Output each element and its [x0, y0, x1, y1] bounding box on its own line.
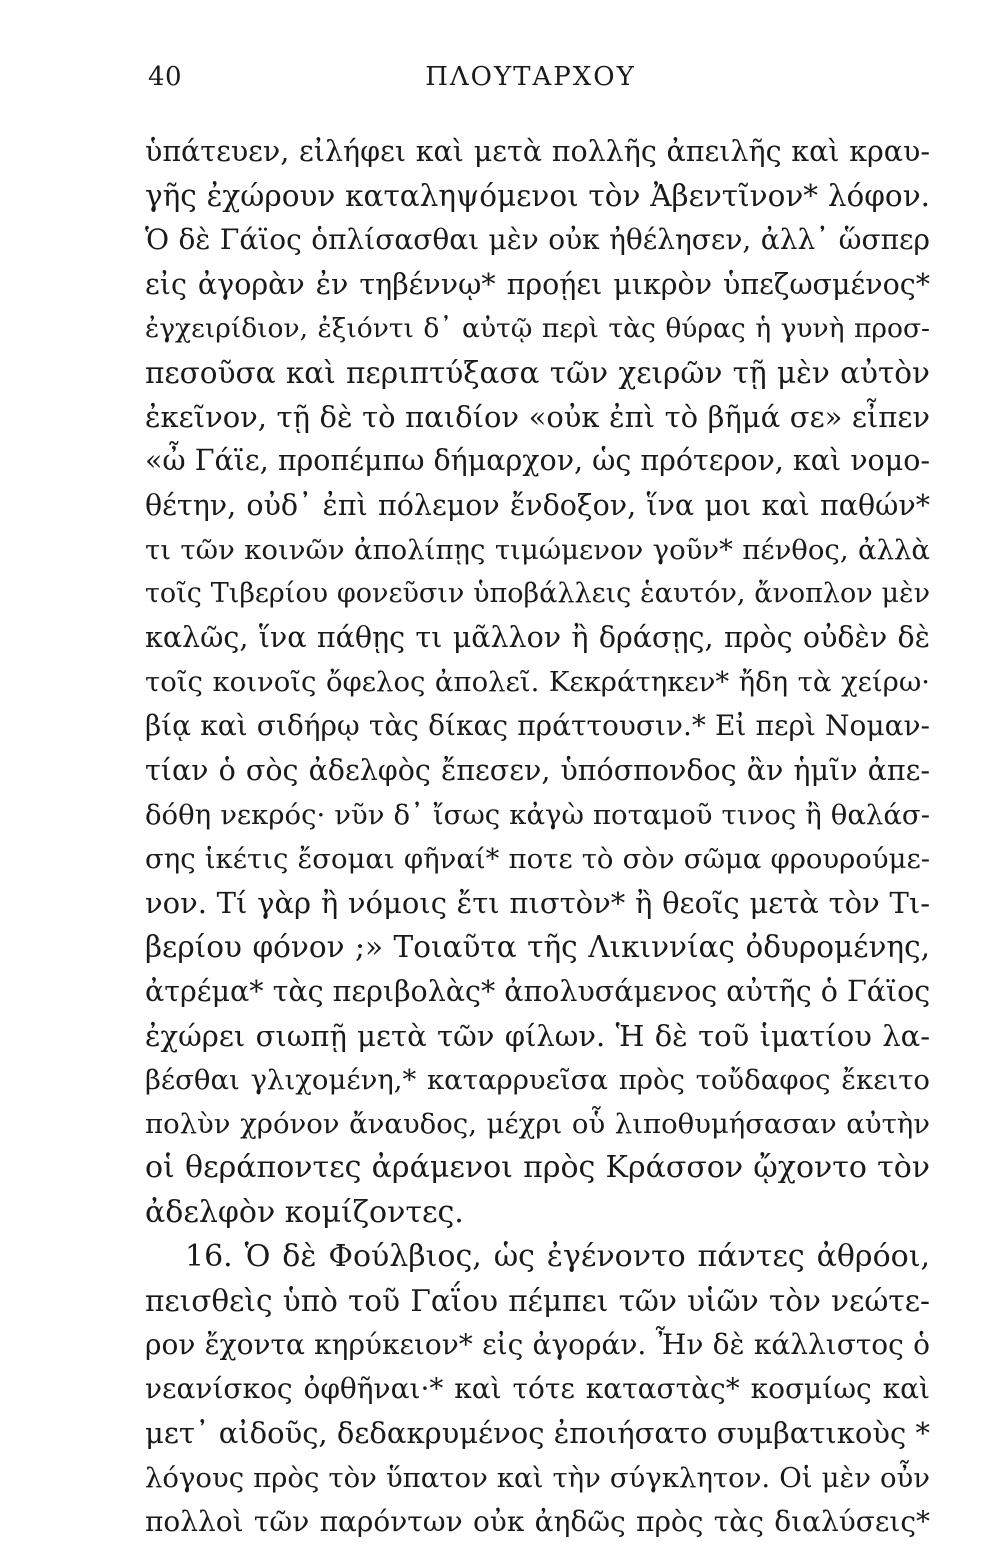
text-line: λόγους πρὸς τὸν ὕπατον καὶ τὴν σύγκλητον. Οἱ μὲν οὖν [145, 1461, 930, 1494]
text-line: ρον ἔχοντα κηρύκειον* εἰς ἀγοράν. Ἦν δὲ κάλλιστος ὁ [145, 1328, 930, 1362]
text-line: οἱ θεράποντες ἀράμενοι πρὸς Κράσσον ᾤχοντο τὸν [145, 1150, 930, 1186]
text-line: ὑπάτευεν, εἰλήφει καὶ μετὰ πολλῆς ἀπειλῆς καὶ κραυ- [145, 135, 930, 168]
text-line: τοῖς Τιβερίου φονεῦσιν ὑποβάλλεις ἑαυτόν, ἄνοπλον μὲν [145, 577, 930, 609]
text-line: σης ἱκέτις ἔσομαι φῆναί* ποτε τὸ σὸν σῶμα φρουρούμε- [145, 843, 930, 875]
text-line: βέσθαι γλιχομένη,* καταρρυεῖσα πρὸς τοὔδαφος ἔκειτο [145, 1063, 930, 1096]
text-line: τι τῶν κοινῶν ἀπολίπῃς τιμώμενον γοῦν* πένθος, ἀλλὰ [145, 533, 930, 566]
running-title: ΠΛΟΥΤΑΡΧΟΥ [425, 62, 636, 92]
body-text [145, 130, 930, 1544]
text-line: νεανίσκος ὀφθῆναι·* καὶ τότε καταστὰς* κοσμίως καὶ [145, 1372, 930, 1406]
text-line: ἀτρέμα* τὰς περιβολὰς* ἀπολυσάμενος αὐτῆς ὁ Γάϊος [145, 974, 930, 1008]
text-line: πολὺν χρόνον ἄναυδος, μέχρι οὗ λιποθυμήσασαν αὐτὴν [145, 1108, 930, 1141]
page-number: 40 [148, 62, 183, 92]
text-line: καλῶς, ἵνα πάθῃς τι μᾶλλον ἢ δράσῃς, πρὸς οὐδὲν δὲ [145, 621, 930, 655]
text-line: ἀδελφὸν κομίζοντες. [145, 1194, 464, 1230]
text-line: βερίου φόνον ;» Τοιαῦτα τῆς Λικιννίας ὀδυρομένης, [145, 930, 930, 965]
text-line: γῆς ἐχώρουν καταληψόμενοι τὸν Ἀβεντῖνον* λόφον. [145, 179, 930, 214]
text-line: ἐκεῖνον, τῇ δὲ τὸ παιδίον «οὐκ ἐπὶ τὸ βῆμά σε» εἶπεν [145, 400, 930, 435]
text-line: δόθη νεκρός· νῦν δ᾽ ἴσως κἀγὼ ποταμοῦ τινος ἢ θαλάσ- [145, 798, 930, 831]
text-line: 16. Ὁ δὲ Φούλβιος, ὡς ἐγένοντο πάντες ἀθρόοι, [185, 1238, 930, 1274]
text-line: θέτην, οὐδ᾽ ἐπὶ πόλεμον ἔνδοξον, ἵνα μοι καὶ παθών* [145, 488, 930, 522]
page-header [148, 62, 913, 102]
text-line: τίαν ὁ σὸς ἀδελφὸς ἔπεσεν, ὑπόσπονδος ἂν ἡμῖν ἀπε- [145, 753, 930, 787]
text-line: ἐγχειρίδιον, ἐξιόντι δ᾽ αὐτῷ περὶ τὰς θύρας ἡ γυνὴ προσ- [145, 312, 930, 344]
text-line: Ὁ δὲ Γάϊος ὁπλίσασθαι μὲν οὐκ ἠθέλησεν, ἀλλ᾽ ὥσπερ [145, 223, 930, 257]
text-line: βίᾳ καὶ σιδήρῳ τὰς δίκας πράττουσιν.* Εἰ περὶ Νομαν- [145, 709, 930, 743]
text-line: ἐχώρει σιωπῇ μετὰ τῶν φίλων. Ἡ δὲ τοῦ ἱματίου λα- [145, 1018, 930, 1053]
text-line: πολλοὶ τῶν παρόντων οὐκ ἀηδῶς πρὸς τὰς διαλύσεις* [145, 1504, 930, 1538]
text-line: εἰς ἀγορὰν ἐν τηβέννῳ* προῄει μικρὸν ὑπεζωσμένος* [145, 267, 930, 301]
text-line: τοῖς κοινοῖς ὄφελος ἀπολεῖ. Κεκράτηκεν* ἤδη τὰ χείρω· [145, 666, 930, 699]
text-line: πεσοῦσα καὶ περιπτύξασα τῶν χειρῶν τῇ μὲν αὐτὸν [145, 355, 930, 390]
text-line: πεισθεὶς ὑπὸ τοῦ Γαΐου πέμπει τῶν υἱῶν τὸν νεώτε- [145, 1283, 930, 1318]
text-line: νον. Τί γὰρ ἢ νόμοις ἔτι πιστὸν* ἢ θεοῖς μετὰ τὸν Τι- [145, 886, 930, 921]
text-line: «ὦ Γάϊε, προπέμπω δήμαρχον, ὡς πρότερον, καὶ νομο- [145, 444, 930, 478]
text-line: μετ᾽ αἰδοῦς, δεδακρυμένος ἐποιήσατο συμβατικοὺς * [145, 1416, 930, 1451]
